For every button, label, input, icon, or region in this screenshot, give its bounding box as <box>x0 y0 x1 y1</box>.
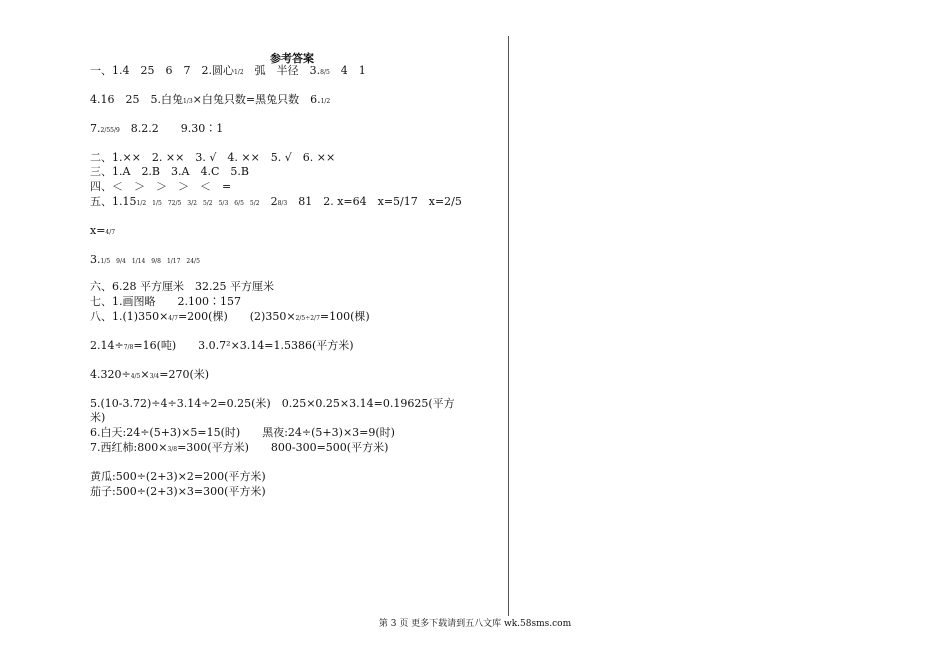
answer-text: 3. <box>90 253 101 266</box>
answer-text: 4.320÷ <box>90 368 131 381</box>
answer-text: =200(棵) (2)350× <box>177 310 296 323</box>
answer-line <box>90 470 266 484</box>
answer-text: 1/3 <box>182 98 193 105</box>
answer-text: x= <box>90 224 106 237</box>
answer-text: 4/5 <box>130 373 141 380</box>
answer-line <box>90 441 388 457</box>
answer-text: 二、1.×× 2. ×× 3. √ 4. ×× 5. √ 6. ×× <box>90 151 336 164</box>
answer-text: 米) <box>90 411 106 424</box>
answer-text: 六、6.28 平方厘米 32.25 平方厘米 <box>90 280 274 293</box>
answer-line <box>90 485 266 499</box>
answer-text: × <box>140 368 150 381</box>
answer-text: 1/2 1/5 72/5 3/2 5/2 5/3 6/5 5/2 <box>136 200 260 207</box>
answer-text: 七、1.画图略 2.100∶157 <box>90 295 241 308</box>
answer-text: 黄瓜:500÷(2+3)×2=200(平方米) <box>90 470 266 483</box>
answer-line <box>90 253 200 269</box>
answer-text: 三、1.A 2.B 3.A 4.C 5.B <box>90 165 249 178</box>
answer-text: 3/8 <box>167 446 178 453</box>
answer-line <box>90 310 370 326</box>
answer-text: 4/7 <box>168 315 178 322</box>
answer-text: 弧 半径 3. <box>243 64 321 77</box>
answer-text: 4 1 <box>329 64 366 77</box>
answer-text: 2 <box>259 195 278 208</box>
answer-line <box>90 426 395 440</box>
page-title: 参考答案 <box>270 52 314 65</box>
answer-text: 8.2.2 9.30∶1 <box>119 122 224 135</box>
answer-text: 五、1.15 <box>90 195 137 208</box>
answer-text: 四、＜ ＞ ＞ ＞ ＜ = <box>90 180 232 193</box>
answer-line <box>90 339 354 355</box>
answer-text: =100(棵) <box>319 310 370 323</box>
answer-text: 3/4 <box>149 373 160 380</box>
answer-text: 一、1.4 25 6 7 2.圆心 <box>90 64 234 77</box>
answer-text: 2/5÷2/7 <box>295 315 320 322</box>
answer-line <box>90 180 231 194</box>
answer-text: 7.西红柿:800× <box>90 441 168 454</box>
page-footer: 第 3 页 更多下载请到五八文库 wk.58sms.com <box>378 619 572 629</box>
answer-line <box>90 368 209 384</box>
answer-text: =300(平方米) 800-300=500(平方米) <box>177 441 389 454</box>
answer-text: =16(吨) 3.0.7²×3.14=1.5386(平方米) <box>133 339 354 352</box>
column-divider <box>508 36 509 616</box>
answer-text: ×白兔只数=黑兔只数 6. <box>192 93 321 106</box>
answer-line <box>90 195 462 211</box>
answer-text: 7/8 <box>123 344 134 351</box>
answer-text: 5.(10-3.72)÷4÷3.14÷2=0.25(米) 0.25×0.25×3.14=0.19625(平方 <box>90 397 455 410</box>
answer-line <box>90 295 241 309</box>
answer-text: 6.白天:24÷(5+3)×5=15(时) 黑夜:24÷(5+3)×3=9(时) <box>90 426 395 439</box>
answer-line <box>90 122 223 138</box>
answer-text: 81 2. x=64 x=5/17 x=2/5 <box>287 195 462 208</box>
answer-line <box>90 397 455 411</box>
answer-text: 1/5 9/4 1/14 9/8 1/17 24/5 <box>100 258 200 265</box>
answer-text: =270(米) <box>159 368 210 381</box>
answer-line <box>90 93 330 109</box>
answer-text: 茄子:500÷(2+3)×3=300(平方米) <box>90 485 266 498</box>
answer-line <box>90 280 274 294</box>
answer-line <box>90 224 115 240</box>
answer-line <box>90 411 105 425</box>
answer-text: 5/9 <box>110 127 120 134</box>
answer-text: 8/5 <box>320 69 330 76</box>
answer-line <box>90 64 366 80</box>
answer-text: 八、1.(1)350× <box>90 310 169 323</box>
answer-text: 1/2 <box>320 98 331 105</box>
answer-text: 4/7 <box>105 229 116 236</box>
answer-text: 2.14÷ <box>90 339 124 352</box>
answer-line <box>90 165 249 179</box>
answer-text: 1/2 <box>233 69 244 76</box>
answer-text: 2/5 <box>100 127 111 134</box>
answer-text: 4.16 25 5.白兔 <box>90 93 183 106</box>
answer-text: 7. <box>90 122 101 135</box>
answer-text: 8/3 <box>277 200 288 207</box>
answer-line <box>90 151 335 165</box>
